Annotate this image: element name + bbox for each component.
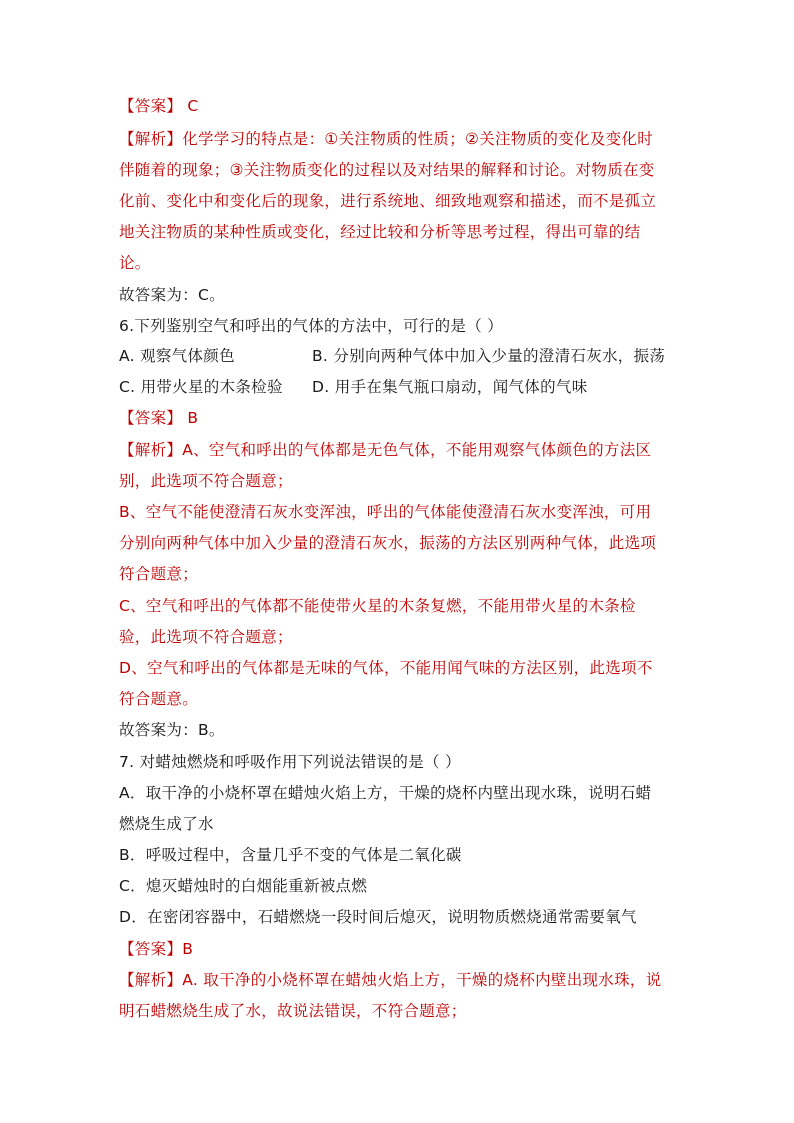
option-c: C. 用带火星的木条检验 [119, 378, 283, 396]
answer-label: 【答案】 [119, 97, 183, 115]
conclusion-line: 故答案为：C。 [119, 286, 225, 304]
question-stem: 7. 对蜡烛燃烧和呼吸作用下列说法错误的是（ ） [119, 753, 461, 771]
analysis-line: 明石蜡燃烧生成了水，故说法错误，不符合题意； [119, 1002, 467, 1020]
answer-value: B [182, 409, 199, 427]
answer-value: B [182, 940, 194, 958]
conclusion-line: 故答案为：B。 [119, 721, 225, 739]
analysis-line: 【解析】A. 取干净的小烧杯罩在蜡烛火焰上方，干燥的烧杯内壁出现水珠，说 [119, 971, 662, 989]
analysis-line: 论。 [119, 254, 151, 272]
question-stem: 6.下列鉴别空气和呼出的气体的方法中，可行的是（ ） [119, 317, 504, 335]
analysis-label: 【解析】 [119, 130, 183, 148]
analysis-line: 分别向两种气体中加入少量的澄清石灰水，振荡的方法区别两种气体，此选项 [119, 534, 657, 552]
analysis-line: 地关注物质的某种性质或变化，经过比较和分析等思考过程，得出可靠的结 [119, 223, 641, 241]
answer-line [119, 939, 679, 959]
analysis-line: 伴随着的现象；③关注物质变化的过程以及对结果的解释和讨论。对物质在变 [119, 161, 655, 179]
answer-line [119, 408, 679, 428]
answer-label: 【答案】 [119, 409, 183, 427]
answer-line [119, 96, 679, 116]
analysis-line: 验，此选项不符合题意； [119, 628, 293, 646]
option-a: A．取干净的小烧杯罩在蜡烛火焰上方，干燥的烧杯内壁出现水珠，说明石蜡 [119, 784, 652, 802]
option-a-cont: 燃烧生成了水 [119, 815, 214, 833]
option-b: B. 分别向两种气体中加入少量的澄清石灰水，振荡 [312, 347, 666, 365]
analysis-label: 【解析】 [119, 441, 183, 459]
analysis-line: B、空气不能使澄清石灰水变浑浊，呼出的气体能使澄清石灰水变浑浊，可用 [119, 503, 652, 521]
answer-value: C [182, 97, 199, 115]
option-d: D．在密闭容器中，石蜡燃烧一段时间后熄灭，说明物质燃烧通常需要氧气 [119, 908, 637, 926]
option-a: A. 观察气体颜色 [119, 347, 235, 365]
analysis-line: 符合题意； [119, 565, 199, 583]
analysis-line: 【解析】化学学习的特点是：①关注物质的性质；②关注物质的变化及变化时 [119, 130, 653, 148]
analysis-line: C、空气和呼出的气体都不能使带火星的木条复燃，不能用带火星的木条检 [119, 597, 636, 615]
option-c: C．熄灭蜡烛时的白烟能重新被点燃 [119, 877, 368, 895]
analysis-line: 别，此选项不符合题意； [119, 472, 293, 490]
answer-label: 【答案】 [119, 940, 183, 958]
analysis-line: 化前、变化中和变化后的现象，进行系统地、细致地观察和描述，而不是孤立 [119, 192, 657, 210]
option-row [119, 377, 679, 397]
analysis-line: 【解析】A、空气和呼出的气体都是无色气体，不能用观察气体颜色的方法区 [119, 441, 652, 459]
analysis-label: 【解析】 [119, 971, 183, 989]
analysis-line: D、空气和呼出的气体都是无味的气体，不能用闻气味的方法区别，此选项不 [119, 659, 653, 677]
option-d: D. 用手在集气瓶口扇动，闻气体的气味 [312, 378, 588, 396]
option-row [119, 346, 679, 366]
analysis-line: 符合题意。 [119, 690, 199, 708]
option-b: B．呼吸过程中，含量几乎不变的气体是二氧化碳 [119, 846, 462, 864]
